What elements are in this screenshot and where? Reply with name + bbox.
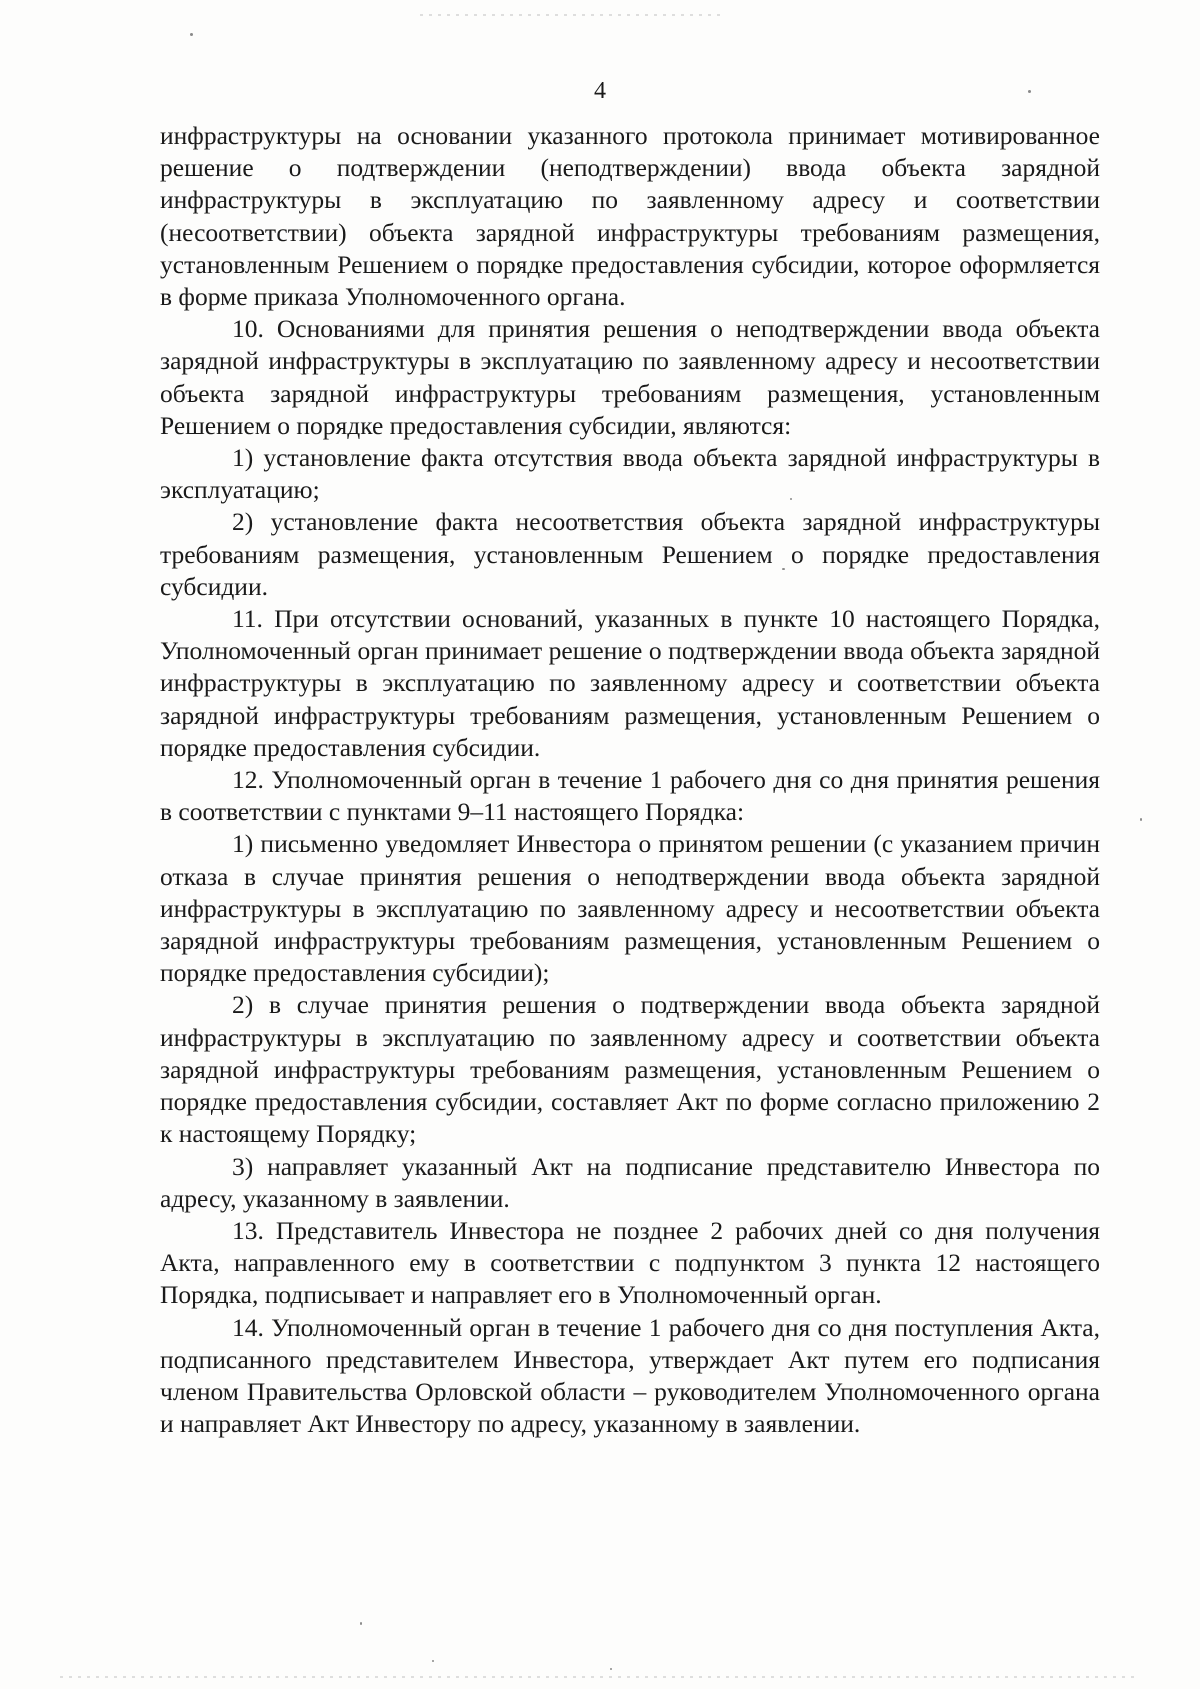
paragraph-10-item-1: 1) установление факта отсутствия ввода объекта зарядной инфраструктуры в эксплуатацию; <box>160 443 1100 505</box>
page-number: 4 <box>594 78 606 104</box>
paragraph-12-item-2: 2) в случае принятия решения о подтверждении ввода объекта зарядной инфраструктуры в эксплуатацию по заявленному адресу и соответствии объекта зарядной инфраструктуры требованиям размещения, установленным Решением о порядке предоставления субсидии, составляет Акт по форме согласно приложению 2 к настоящему Порядку; <box>160 990 1100 1149</box>
paragraph-11: 11. При отсутствии оснований, указанных в пункте 10 настоящего Порядка, Уполномоченный орган принимает решение о подтверждении ввода объекта зарядной инфраструктуры в эксплуатацию по заявленному адресу и соответствии объекта зарядной инфраструктуры требованиям размещения, установленным Решением о порядке предоставления субсидии. <box>160 604 1100 762</box>
scan-speck <box>432 1660 434 1662</box>
paragraph-12: 12. Уполномоченный орган в течение 1 рабочего дня со дня принятия решения в соответствии с пунктами 9–11 настоящего Порядка: <box>160 765 1100 827</box>
scan-speck <box>1140 818 1142 821</box>
paragraph-12-item-1: 1) письменно уведомляет Инвестора о принятом решении (с указанием причин отказа в случае принятия решения о неподтверждении ввода объекта зарядной инфраструктуры в эксплуатацию по заявленному адресу и несоответствии объекта зарядной инфраструктуры требованиям размещения, установленным Решением о порядке предоставления субсидии); <box>160 829 1100 988</box>
paragraph-10-item-2: 2) установление факта несоответствия объекта зарядной инфраструктуры требованиям размещения, установленным Решением о порядке предоставления субсидии. <box>160 507 1100 601</box>
document-body <box>160 120 1100 1440</box>
paragraph-12-item-3: 3) направляет указанный Акт на подписание представителю Инвестора по адресу, указанному в заявлении. <box>160 1151 1100 1213</box>
paragraph-continuation: инфраструктуры на основании указанного протокола принимает мотивированное решение о подтверждении (неподтверждении) ввода объекта зарядной инфраструктуры в эксплуатацию по заявленному адресу и соответствии (несоответствии) объекта зарядной инфраструктуры требованиям размещения, установленным Решением о порядке предоставления субсидии, которое оформляется в форме приказа Уполномоченного органа. <box>160 121 1100 312</box>
scan-artifact-bottom <box>60 1676 1140 1678</box>
scan-speck <box>190 33 193 36</box>
scan-speck <box>610 1668 612 1670</box>
scan-artifact-top <box>420 14 720 16</box>
paragraph-10: 10. Основаниями для принятия решения о неподтверждении ввода объекта зарядной инфраструктуры в эксплуатацию по заявленному адресу и несоответствии объекта зарядной инфраструктуры требованиям размещения, установленным Решением о порядке предоставления субсидии, являются: <box>160 314 1100 440</box>
paragraph-13: 13. Представитель Инвестора не позднее 2 рабочих дней со дня получения Акта, направленного ему в соответствии с подпунктом 3 пункта 12 настоящего Порядка, подписывает и направляет его в Уполномоченный орган. <box>160 1215 1100 1310</box>
paragraph-14: 14. Уполномоченный орган в течение 1 рабочего дня со дня поступления Акта, подписанного представителем Инвестора, утверждает Акт путем его подписания членом Правительства Орловской области – руководителем Уполномоченного органа и направляет Акт Инвестору по адресу, указанному в заявлении. <box>160 1312 1100 1439</box>
scan-speck <box>360 1622 362 1625</box>
